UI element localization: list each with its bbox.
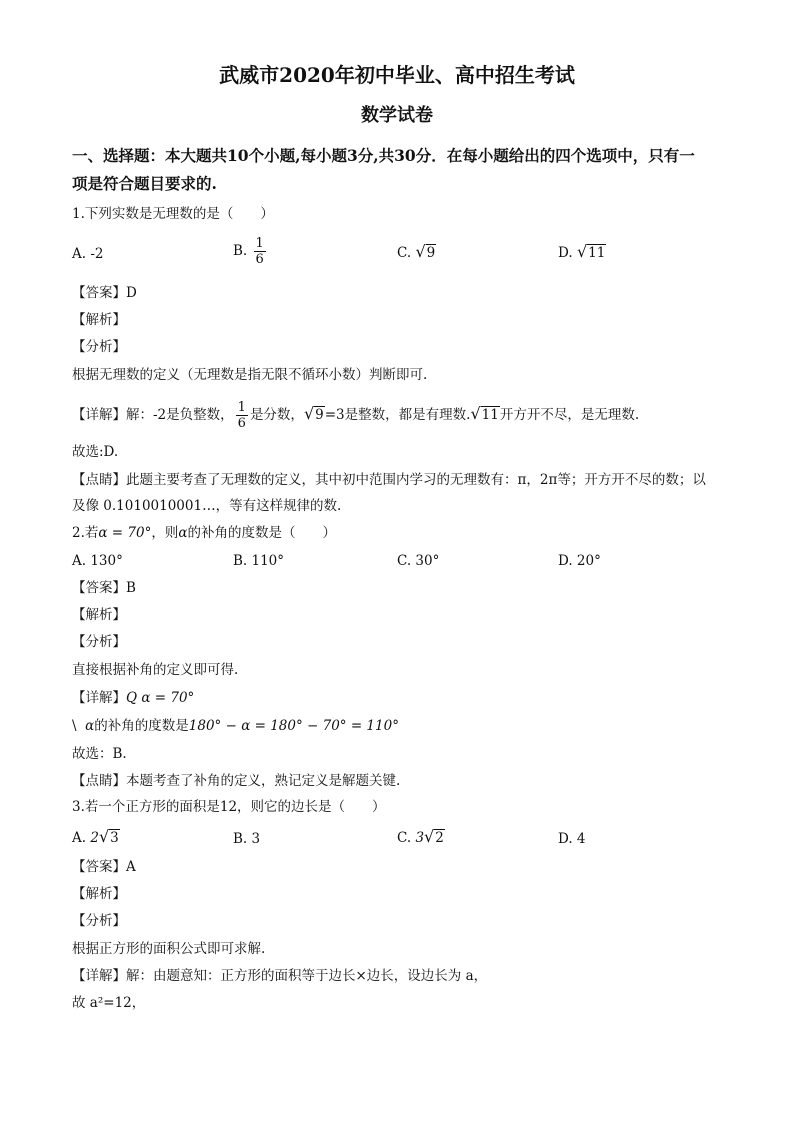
q2-detail-line2 <box>72 717 399 735</box>
q3-stem: 3.若一个正方形的面积是12，则它的边长是（ ） <box>72 799 386 815</box>
detail-text: 的补角的度数是 <box>94 718 189 734</box>
radical-sign-icon: √ <box>415 242 426 261</box>
q1-option-c-label: C. <box>397 245 412 261</box>
q1-analysis-tag <box>72 311 126 329</box>
q2-option-c: C. 30° <box>397 553 440 569</box>
stem-text: 的补角的度数是（ ） <box>187 525 336 541</box>
q3-option-d: D. 4 <box>558 831 586 847</box>
answer-tag: 【答案】 <box>72 859 126 875</box>
sqrt-expression <box>99 828 120 847</box>
coefficient: 2 <box>90 830 99 846</box>
q3-option-b: B. 3 <box>233 831 261 847</box>
radical-sign-icon: √ <box>98 827 110 846</box>
stem-math: α <box>178 525 188 541</box>
coefficient: 3 <box>415 830 425 846</box>
fraction-denominator: 6 <box>237 416 246 431</box>
radicand: 9 <box>426 245 436 261</box>
detail-math: 180° − α = 180° − 70° = 110° <box>188 718 399 734</box>
detail-fraction <box>236 400 248 431</box>
q1-option-d-label: D. <box>558 245 573 261</box>
q3-fenxi-text: 根据正方形的面积公式即可求解. <box>72 941 266 957</box>
q2-stem <box>72 524 336 542</box>
q3-last-line: 故 a²=12， <box>72 995 146 1011</box>
radicand: 9 <box>315 407 324 423</box>
fraction-numerator: 1 <box>255 236 264 251</box>
q1-option-b-fraction <box>254 236 266 267</box>
q3-option-a <box>72 828 120 847</box>
q3-answer <box>72 858 136 876</box>
fenxi-tag: 【分析】 <box>72 339 126 355</box>
q1-fenxi-text: 根据无理数的定义（无理数是指无限不循环小数）判断即可. <box>72 367 428 383</box>
detail-text: 解：由题意知：正方形的面积等于边长×边长，设边长为 a， <box>126 968 488 984</box>
detail-text: =3是整数，都是有理数. <box>324 407 471 423</box>
q1-option-c <box>397 243 436 262</box>
radical-sign-icon: √ <box>303 404 315 423</box>
page-subtitle: 数学试卷 <box>361 105 433 126</box>
fenxi-tag: 【分析】 <box>72 913 126 929</box>
radical-sign-icon: √ <box>424 827 435 846</box>
answer-tag: 【答案】 <box>72 580 126 596</box>
q2-option-a: A. 130° <box>72 553 123 569</box>
q3-option-a-label: A. <box>72 830 87 846</box>
q2-fenxi-text: 直接根据补角的定义即可得. <box>72 662 239 678</box>
answer-tag: 【答案】 <box>72 285 126 301</box>
therefore-mark: \ <box>72 718 77 734</box>
q3-option-c <box>397 828 445 847</box>
answer-value: D <box>126 285 137 301</box>
sqrt-expression <box>304 405 325 424</box>
q1-dianjing-line1 <box>72 471 706 489</box>
q3-detail <box>72 967 487 985</box>
q2-choose: 故选：B. <box>72 746 127 762</box>
sqrt-expression <box>424 828 445 847</box>
q2-option-d: D. 20° <box>558 553 601 569</box>
detail-text: 开方开不尽，是无理数. <box>499 407 640 423</box>
analysis-tag: 【解析】 <box>72 607 126 623</box>
q1-detail <box>72 400 639 431</box>
q2-fenxi-tag <box>72 633 126 651</box>
fraction-numerator: 1 <box>237 400 246 415</box>
analysis-tag: 【解析】 <box>72 886 126 902</box>
sqrt-expression <box>470 405 499 424</box>
q1-option-b-label: B. <box>233 243 248 259</box>
section-heading-line2: 项是符合题目要求的. <box>72 174 217 193</box>
q1-choose: 故选:D. <box>72 444 119 460</box>
detail-math: α <box>85 718 95 734</box>
page-title: 武威市2020年初中毕业、高中招生考试 <box>219 63 575 87</box>
radical-sign-icon: √ <box>576 242 588 261</box>
dianjing-tag: 【点睛】 <box>72 472 126 488</box>
q2-dianjing <box>72 772 400 790</box>
answer-value: A <box>126 859 136 875</box>
radical-sign-icon: √ <box>470 404 481 423</box>
stem-text: 2.若 <box>72 525 99 541</box>
q2-answer <box>72 579 136 597</box>
analysis-tag: 【解析】 <box>72 312 126 328</box>
q1-option-a: A. -2 <box>72 246 104 262</box>
q1-stem: 1.下列实数是无理数的是（ ） <box>72 206 274 222</box>
detail-text: 是分数， <box>249 407 304 423</box>
dianjing-text: 此题主要考查了无理数的定义，其中初中范围内学习的无理数有：π，2π等；开方开不尽的数；以 <box>126 472 706 488</box>
radicand: 11 <box>588 245 606 261</box>
fenxi-tag: 【分析】 <box>72 634 126 650</box>
dianjing-tag: 【点睛】 <box>72 773 126 789</box>
detail-tag: 【详解】 <box>72 407 126 423</box>
detail-tag: 【详解】 <box>72 968 126 984</box>
q1-answer <box>72 284 137 302</box>
q2-analysis-tag <box>72 606 126 624</box>
q3-analysis-tag <box>72 885 126 903</box>
sqrt-expression <box>577 243 606 262</box>
q2-detail-line1 <box>72 689 194 707</box>
answer-value: B <box>126 580 136 596</box>
section-heading-line1: 一、选择题：本大题共10个小题,每小题3分,共30分．在每小题给出的四个选项中，只有一 <box>72 146 695 165</box>
q3-fenxi-tag <box>72 912 126 930</box>
detail-math: Q α = 70° <box>126 690 195 706</box>
detail-tag: 【详解】 <box>72 690 126 706</box>
radicand: 3 <box>110 830 119 846</box>
stem-text: ，则 <box>151 525 179 541</box>
radicand: 11 <box>481 407 499 423</box>
q1-option-d <box>558 243 606 262</box>
q1-option-b <box>233 236 268 267</box>
q2-option-b: B. 110° <box>233 553 285 569</box>
dianjing-text: 本题考查了补角的定义，熟记定义是解题关键. <box>126 773 401 789</box>
fraction-denominator: 6 <box>255 252 264 267</box>
radicand: 2 <box>435 830 444 846</box>
sqrt-expression <box>415 243 436 262</box>
q1-fenxi-tag <box>72 338 126 356</box>
stem-math: α = 70° <box>98 525 152 541</box>
q1-dianjing-line2: 及像 0.1010010001…，等有这样规律的数. <box>72 498 342 514</box>
q3-option-c-label: C. <box>397 830 412 846</box>
detail-text: 解：-2是负整数， <box>126 407 234 423</box>
